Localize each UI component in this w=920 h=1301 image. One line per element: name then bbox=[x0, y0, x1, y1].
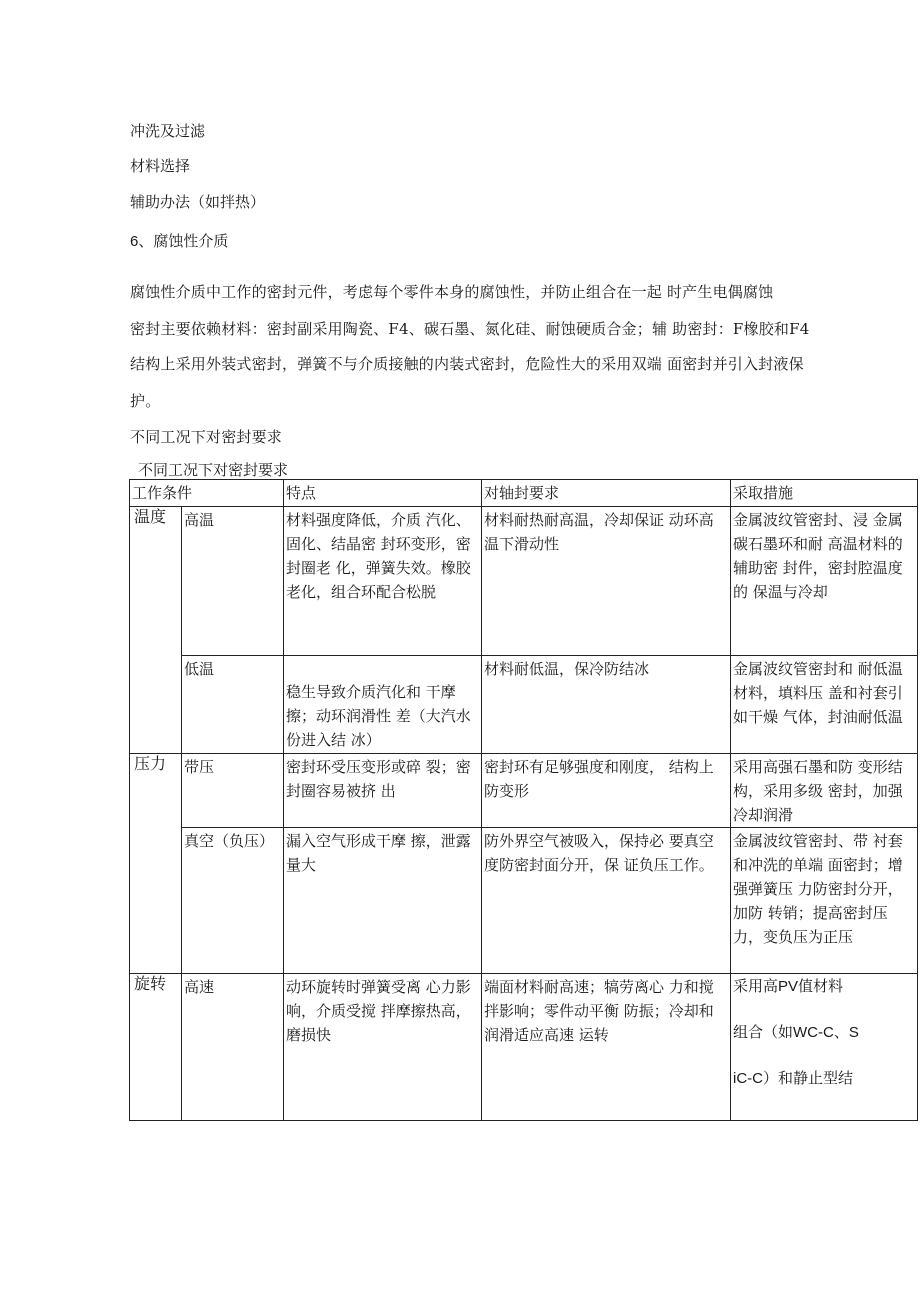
table-row-low-temp bbox=[130, 656, 918, 754]
cell-measures-vacuum: 金属波纹管密封、带 衬套和冲洗的单端 面密封；增强弹簧压 力防密封分开，加防 转销；提高密封压 力，变负压为正压 bbox=[731, 828, 918, 974]
cell-condition-low-temp: 低温 bbox=[182, 656, 284, 754]
text-line-material-selection: 材料选择 bbox=[130, 157, 191, 175]
cell-measures-low-temp: 金属波纹管密封和 耐低温材料，填料压 盖和衬套引如干燥 气体，封油耐低温 bbox=[731, 656, 918, 754]
text-line-auxiliary-method: 辅助办法（如拌热） bbox=[130, 193, 266, 211]
paragraph-corrosion-materials: 密封主要依赖材料：密封副采用陶瓷、F4、碳石墨、氮化硅、耐蚀硬质合金；辅 助密封：F橡胶和F4 bbox=[130, 320, 810, 338]
header-measures: 采取措施 bbox=[731, 480, 918, 507]
cell-condition-pressurized: 带压 bbox=[182, 754, 284, 828]
cell-requirements-vacuum: 防外界空气被吸入，保持必 要真空度防密封面分开，保 证负压工作。 bbox=[482, 828, 731, 974]
table-row-high-temp bbox=[130, 507, 918, 656]
group-rotation: 旋转 bbox=[130, 974, 182, 1121]
table-row-vacuum bbox=[130, 828, 918, 974]
cell-features-pressurized: 密封环受压变形或碎 裂；密封圈容易被挤 出 bbox=[284, 754, 482, 828]
measures-high-speed-line-3: iC-C）和静止型结 bbox=[733, 1070, 854, 1087]
header-features: 特点 bbox=[284, 480, 482, 507]
cell-features-vacuum: 漏入空气形成干摩 擦，泄露量大 bbox=[284, 828, 482, 974]
cell-condition-vacuum: 真空（负压） bbox=[182, 828, 284, 974]
measures-high-speed-line-1: 采用高PV值材料 bbox=[733, 978, 844, 995]
paragraph-table-intro: 不同工况下对密封要求 bbox=[130, 428, 283, 446]
table-row-pressurized bbox=[130, 754, 918, 828]
cell-condition-high-speed: 高速 bbox=[182, 974, 284, 1121]
cell-measures-high-speed bbox=[731, 974, 918, 1121]
header-condition: 工作条件 bbox=[130, 480, 284, 507]
cell-condition-high-temp: 高温 bbox=[182, 507, 284, 656]
cell-requirements-high-speed: 端面材料耐高速；犒劳离心 力和搅拌影响；零件动平衡 防振；冷却和润滑适应高速 运转 bbox=[482, 974, 731, 1121]
cell-requirements-low-temp: 材料耐低温，保冷防结冰 bbox=[482, 656, 731, 754]
paragraph-corrosion-end: 护。 bbox=[130, 392, 161, 410]
cell-features-low-temp: 稳生导致介质汽化和 干摩擦；动环润滑性 差（大汽水份进入结 冰） bbox=[284, 656, 482, 754]
header-requirements: 对轴封要求 bbox=[482, 480, 731, 507]
measures-high-speed-line-2: 组合（如WC-C、S bbox=[733, 1024, 859, 1041]
group-temperature: 温度 bbox=[130, 507, 182, 754]
table-header-row bbox=[130, 480, 918, 507]
table-caption: 不同工况下对密封要求 bbox=[138, 461, 289, 479]
paragraph-corrosion-intro: 腐蚀性介质中工作的密封元件，考虑每个零件本身的腐蚀性，并防止组合在一起 时产生电偶腐蚀 bbox=[130, 283, 774, 301]
cell-features-high-temp: 材料强度降低，介质 汽化、固化、结晶密 封环变形，密封圈老 化，弹簧失效。橡胶 老化，组合环配合松脱 bbox=[284, 507, 482, 656]
cell-features-high-speed: 动环旋转时弹簧受离 心力影响，介质受搅 拌摩擦热高，磨损快 bbox=[284, 974, 482, 1121]
section-heading-corrosive-medium: 6、腐蚀性介质 bbox=[130, 233, 229, 250]
text-line-flush-filter: 冲洗及过滤 bbox=[130, 122, 206, 140]
seal-requirements-table bbox=[129, 479, 918, 1121]
table-row-high-speed bbox=[130, 974, 918, 1121]
paragraph-corrosion-structure: 结构上采用外装式密封，弹簧不与介质接触的内装式密封，危险性大的采用双端 面密封并引入封液保 bbox=[130, 355, 804, 373]
cell-measures-pressurized: 采用高强石墨和防 变形结构，采用多级 密封，加强冷却润滑 bbox=[731, 754, 918, 828]
cell-requirements-high-temp: 材料耐热耐高温，冷却保证 动环高温下滑动性 bbox=[482, 507, 731, 656]
group-pressure: 压力 bbox=[130, 754, 182, 974]
cell-requirements-pressurized: 密封环有足够强度和刚度， 结构上防变形 bbox=[482, 754, 731, 828]
cell-measures-high-temp: 金属波纹管密封、浸 金属碳石墨环和耐 高温材料的辅助密 封件，密封腔温度的 保温与冷却 bbox=[731, 507, 918, 656]
